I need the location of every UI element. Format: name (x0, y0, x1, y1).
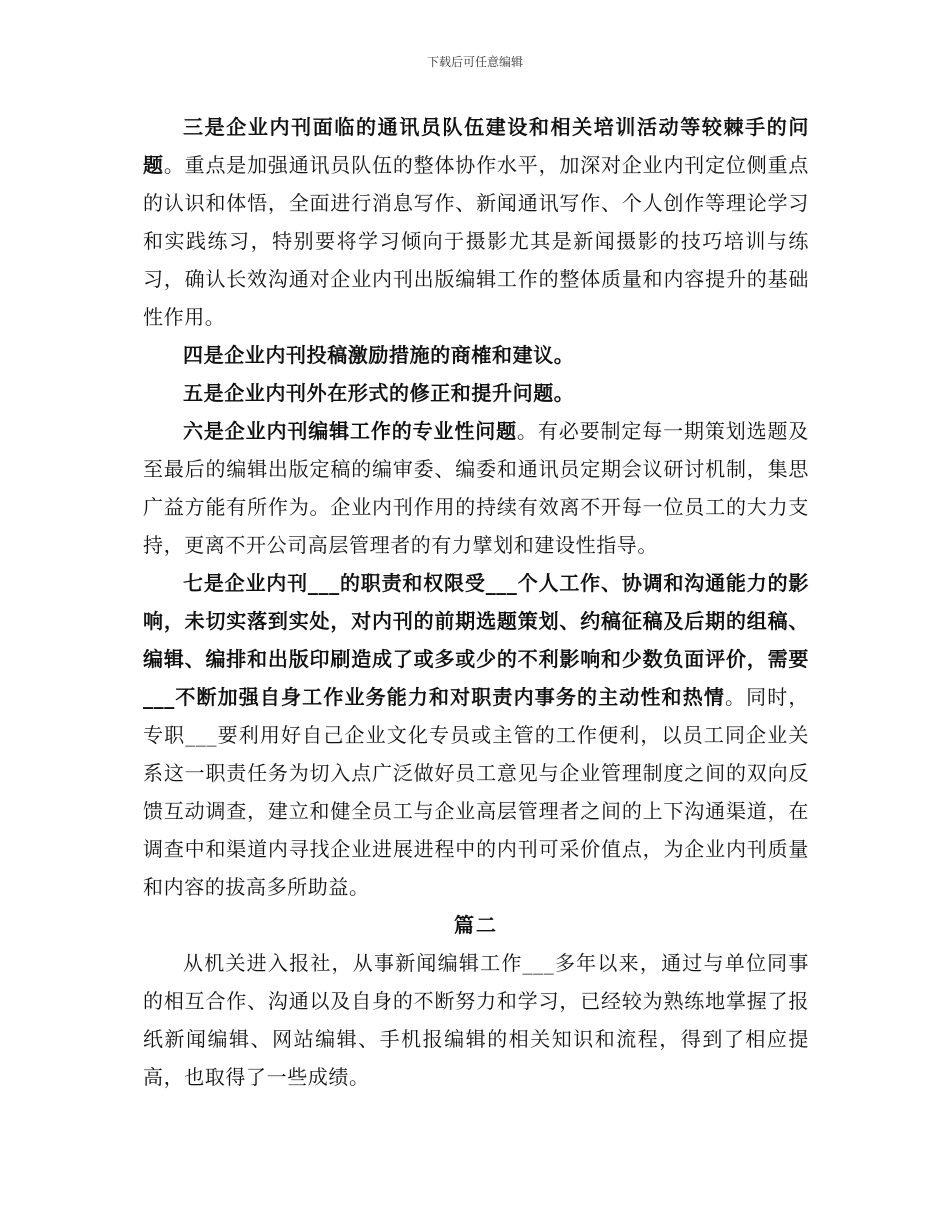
paragraph-4 (143, 336, 809, 374)
paragraph-6-lead: 六是企业内刊编辑工作的专业性问题 (183, 419, 518, 443)
page-header: 下载后可任意编辑 (426, 55, 523, 69)
paragraph-7 (143, 564, 809, 906)
paragraph-3-body: 。重点是加强通讯员队伍的整体协作水平，加深对企业内刊定位侧重点的认识和体悟，全面进行消息写作、新闻通讯写作、个人创作等理论学习和实践练习，特别要将学习倾向于摄影尤其是新闻摄影的技巧培训与练习，确认长效沟通对企业内刊出版编辑工作的整体质量和内容提升的基础性作用。 (143, 153, 809, 329)
paragraph-7-body: 。同时，专职___要利用好自己企业文化专员或主管的工作便利，以员工同企业关系这一职责任务为切入点广泛做好员工意见与企业管理制度之间的双向反馈互动调查，建立和健全员工与企业高层管理者之间的上下沟通渠道，在调查中和渠道内寻找企业进展进程中的内刊可采价值点，为企业内刊质量和内容的拔高多所助益。 (143, 685, 809, 899)
paragraph-3-lead: 三是企业内刊面临的通讯员队伍建设和相关培训活动等较棘手的问题 (143, 115, 809, 177)
paragraph-5 (143, 374, 809, 412)
section-title: 篇二 (454, 913, 498, 937)
paragraph-5-lead: 五是企业内刊外在形式的修正和提升问题。 (183, 381, 575, 405)
paragraph-4-lead: 四是企业内刊投稿激励措施的商榷和建议。 (183, 343, 575, 367)
paragraph-6 (143, 412, 809, 564)
paragraph-3 (143, 108, 809, 336)
paragraph-8 (143, 944, 809, 1096)
paragraph-6-body: 。有必要制定每一期策划选题及至最后的编辑出版定稿的编审委、编委和通讯员定期会议研讨机制，集思广益方能有所作为。企业内刊作用的持续有效离不开每一位员工的大力支持，更离不开公司高层管理者的有力擘划和建设性指导。 (143, 419, 809, 557)
paragraph-8-body: 从机关进入报社，从事新闻编辑工作___多年以来，通过与单位同事的相互合作、沟通以及自身的不断努力和学习，已经较为熟练地掌握了报纸新闻编辑、网站编辑、手机报编辑的相关知识和流程，得到了相应提高，也取得了一些成绩。 (143, 951, 809, 1089)
paragraph-7-lead: 七是企业内刊___的职责和权限受___个人工作、协调和沟通能力的影响，未切实落到实处，对内刊的前期选题策划、约稿征稿及后期的组稿、编辑、编排和出版印刷造成了或多或少的不利影响和少数负面评价，需要___不断加强自身工作业务能力和对职责内事务的主动性和热情 (143, 571, 809, 709)
document-body (143, 108, 809, 1096)
